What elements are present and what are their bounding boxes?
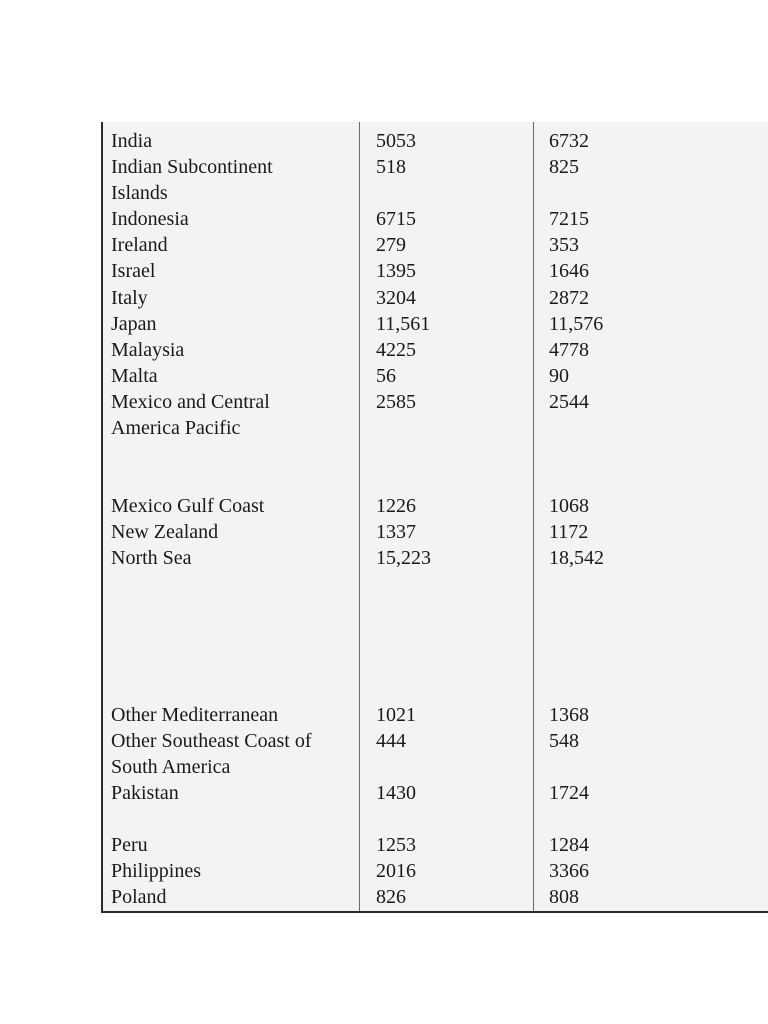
table-cell-name: Indian Subcontinent	[111, 156, 273, 178]
table-cell-name: Poland	[111, 886, 167, 908]
table-cell-name: India	[111, 130, 153, 152]
table-cell-name: Mexico and Central	[111, 391, 270, 413]
table-cell-value-2: 2544	[549, 391, 589, 413]
table-cell-name: Other Mediterranean	[111, 704, 279, 726]
table-cell-value-1: 3204	[376, 287, 416, 309]
table-cell-value-1: 11,561	[376, 313, 431, 335]
table-cell-value-1: 2016	[376, 860, 416, 882]
table-cell-value-2: 825	[549, 156, 579, 178]
table-cell-name: New Zealand	[111, 521, 219, 543]
table-cell-name: Ireland	[111, 234, 168, 256]
column-divider	[359, 122, 360, 911]
table-cell-value-1: 1395	[376, 260, 416, 282]
table-cell-value-1: 5053	[376, 130, 416, 152]
table-cell-value-2: 11,576	[549, 313, 604, 335]
table-cell-value-2: 7215	[549, 208, 589, 230]
table-cell-value-2: 18,542	[549, 547, 604, 569]
table-cell-name: Mexico Gulf Coast	[111, 495, 265, 517]
table-cell-value-2: 1068	[549, 495, 589, 517]
table-cell-value-1: 1021	[376, 704, 416, 726]
table-cell-name: Malaysia	[111, 339, 185, 361]
table-cell-name: Pakistan	[111, 782, 179, 804]
table-cell-value-1: 2585	[376, 391, 416, 413]
data-table	[101, 122, 768, 913]
table-cell-value-1: 1337	[376, 521, 416, 543]
table-cell-value-2: 1172	[549, 521, 589, 543]
table-cell-value-2: 90	[549, 365, 569, 387]
column-divider	[533, 122, 534, 911]
table-cell-value-2: 1724	[549, 782, 589, 804]
table-cell-value-2: 6732	[549, 130, 589, 152]
table-cell-name: Peru	[111, 834, 148, 856]
table-cell-value-1: 826	[376, 886, 406, 908]
table-cell-name: Malta	[111, 365, 158, 387]
table-cell-name: Other Southeast Coast of	[111, 730, 312, 752]
table-cell-name: Islands	[111, 182, 168, 204]
table-cell-value-1: 6715	[376, 208, 416, 230]
table-cell-name: America Pacific	[111, 417, 241, 439]
table-cell-value-2: 3366	[549, 860, 589, 882]
table-cell-name: South America	[111, 756, 231, 778]
table-cell-name: North Sea	[111, 547, 192, 569]
table-cell-value-2: 1368	[549, 704, 589, 726]
table-cell-name: Japan	[111, 313, 157, 335]
table-cell-value-2: 548	[549, 730, 579, 752]
table-cell-value-1: 1430	[376, 782, 416, 804]
table-cell-value-2: 2872	[549, 287, 589, 309]
table-cell-value-2: 1646	[549, 260, 589, 282]
table-cell-value-1: 56	[376, 365, 396, 387]
table-cell-value-1: 4225	[376, 339, 416, 361]
table-cell-value-1: 518	[376, 156, 406, 178]
table-cell-value-1: 1226	[376, 495, 416, 517]
table-cell-value-2: 353	[549, 234, 579, 256]
table-cell-name: Indonesia	[111, 208, 189, 230]
table-cell-value-2: 4778	[549, 339, 589, 361]
table-cell-name: Italy	[111, 287, 148, 309]
table-cell-value-1: 15,223	[376, 547, 431, 569]
table-cell-value-2: 1284	[549, 834, 589, 856]
table-cell-value-2: 808	[549, 886, 579, 908]
table-cell-name: Israel	[111, 260, 156, 282]
table-cell-value-1: 444	[376, 730, 406, 752]
table-cell-value-1: 279	[376, 234, 406, 256]
table-cell-value-1: 1253	[376, 834, 416, 856]
table-cell-name: Philippines	[111, 860, 202, 882]
